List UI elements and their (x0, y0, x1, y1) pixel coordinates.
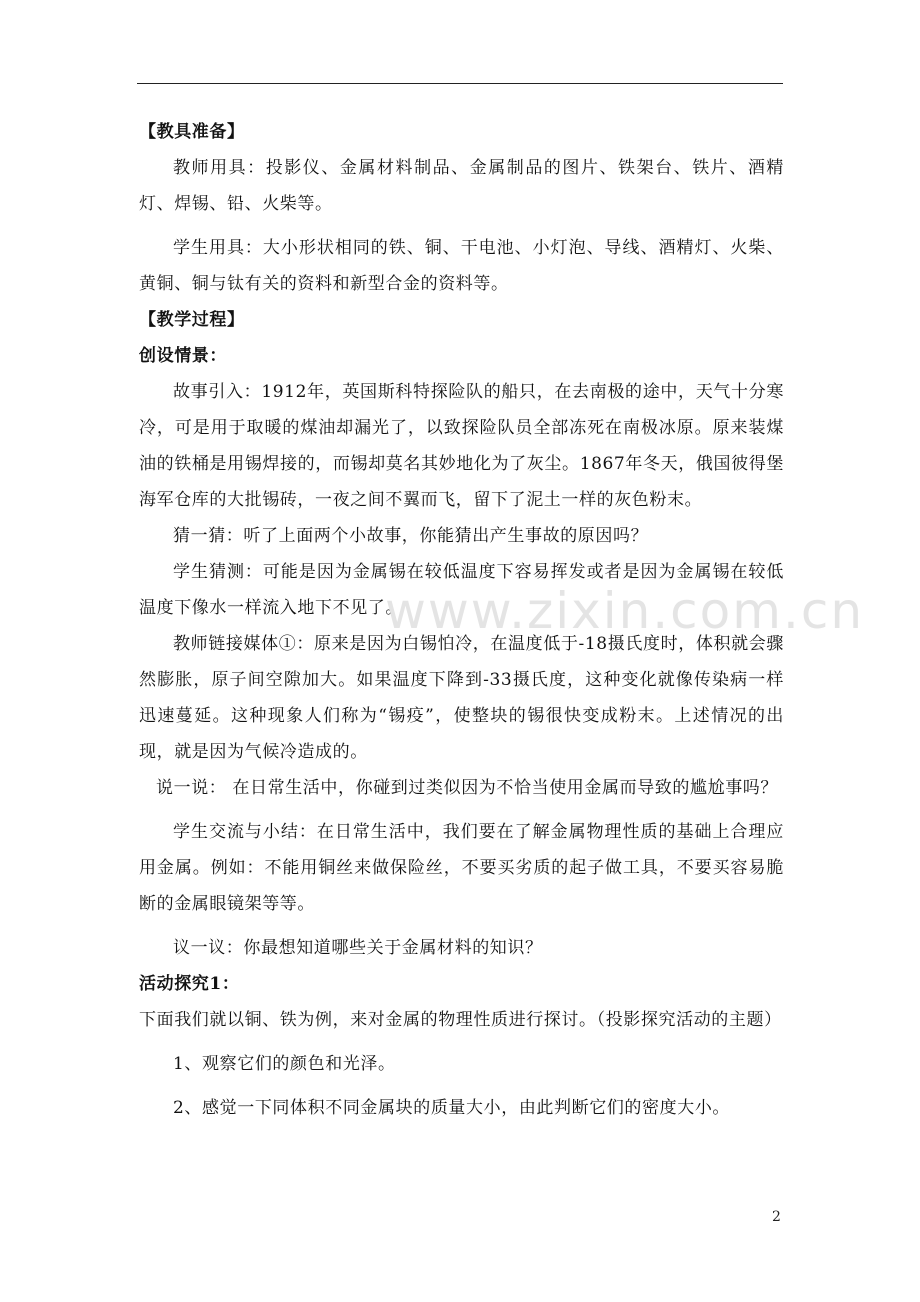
summary-paragraph: 学生交流与小结：在日常生活中，我们要在了解金属物理性质的基础上合理应用金属。例如：不能用铜丝来做保险丝，不要买劣质的起子做工具，不要买容易脆断的金属眼镜架等等。 (139, 822, 784, 914)
discuss-paragraph: 议一议：你最想知道哪些关于金属材料的知识？ (173, 938, 543, 958)
student-guess-paragraph: 学生猜测：可能是因为金属锡在较低温度下容易挥发或者是因为金属锡在较低温度下像水一样流入地下不见了。 (139, 562, 784, 618)
teacher-tools-paragraph: 教师用具：投影仪、金属材料制品、金属制品的图片、铁架台、铁片、酒精灯、焊锡、铅、火柴等。 (139, 158, 784, 214)
scenario-heading: 创设情景： (139, 346, 227, 366)
activity-intro-paragraph: 下面我们就以铜、铁为例，来对金属的物理性质进行探讨。（投影探究活动的主题） (139, 1010, 782, 1030)
say-paragraph: 说一说： 在日常生活中，你碰到过类似因为不恰当使用金属而导致的尴尬事吗？ (156, 778, 779, 798)
tools-heading: 【教具准备】 (139, 122, 245, 142)
teacher-media-paragraph: 教师链接媒体①：原来是因为白锡怕冷，在温度低于-18摄氏度时，体积就会骤然膨胀，原子间空隙加大。如果温度下降到-33摄氏度，这种变化就像传染病一样迅速蔓延。这种现象人们称为“锡疫”，使整块的锡很快变成粉末。上述情况的出现，就是因为气候冷造成的。 (139, 634, 784, 762)
student-tools-paragraph: 学生用具：大小形状相同的铁、铜、干电池、小灯泡、导线、酒精灯、火柴、黄铜、铜与钛有关的资料和新型合金的资料等。 (139, 238, 784, 294)
document-body (139, 114, 784, 1126)
process-heading: 【教学过程】 (139, 310, 245, 330)
header-rule (137, 83, 783, 84)
guess-paragraph: 猜一猜：听了上面两个小故事，你能猜出产生事故的原因吗？ (173, 526, 649, 546)
watermark: www.zixin.com.cn (385, 582, 865, 640)
step-2: 2、感觉一下同体积不同金属块的质量大小，由此判断它们的密度大小。 (173, 1098, 731, 1118)
activity-heading: 活动探究1： (139, 974, 240, 994)
step-1: 1、观察它们的颜色和光泽。 (173, 1054, 396, 1074)
story-paragraph: 故事引入：1912年，英国斯科特探险队的船只，在去南极的途中，天气十分寒冷，可是用于取暖的煤油却漏光了，以致探险队员全部冻死在南极冰原。原来装煤油的铁桶是用锡焊接的，而锡却莫名其妙地化为了灰尘。1867年冬天，俄国彼得堡海军仓库的大批锡砖，一夜之间不翼而飞，留下了泥土一样的灰色粉末。 (139, 382, 784, 510)
page-number: 2 (772, 1209, 781, 1225)
